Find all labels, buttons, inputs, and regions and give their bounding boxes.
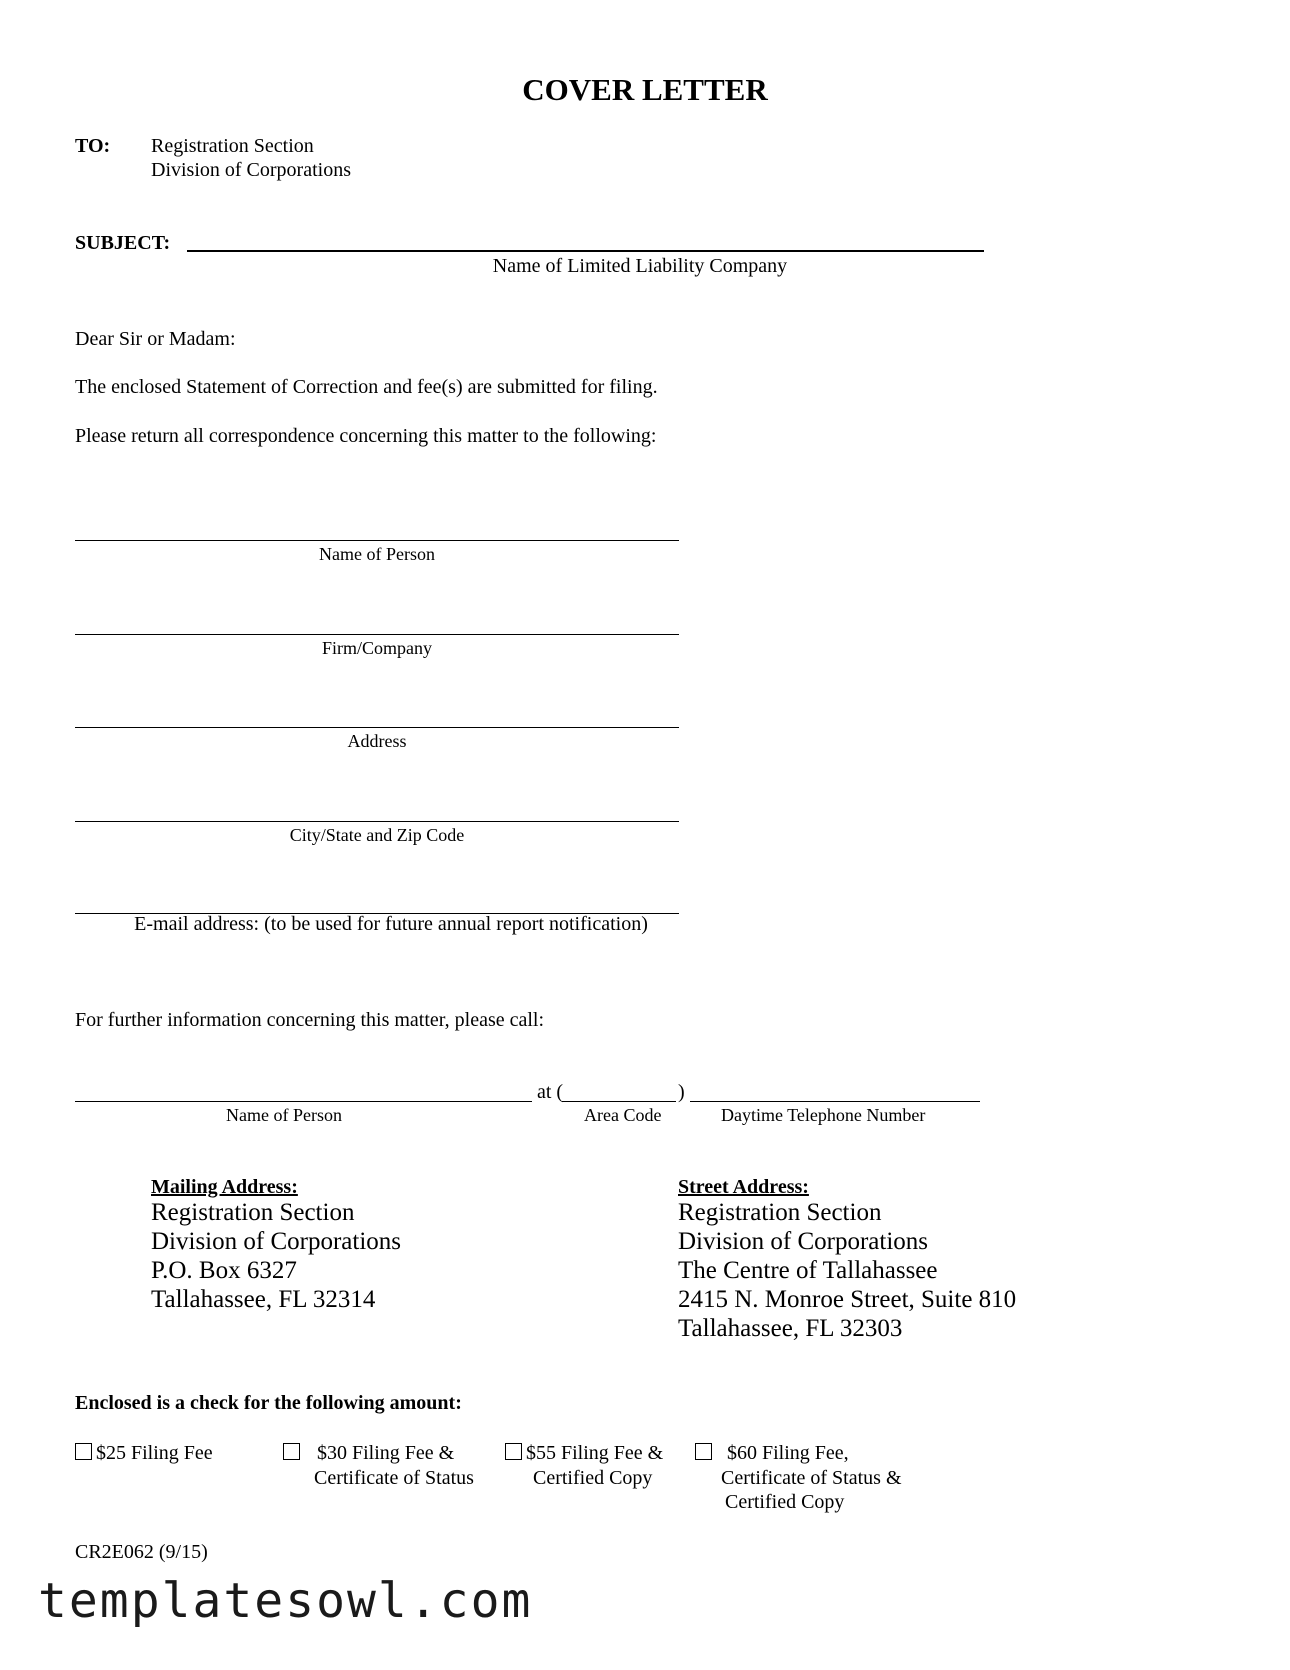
return-name-caption: Name of Person xyxy=(319,544,435,564)
return-firm-field[interactable] xyxy=(75,634,679,635)
fee-option-55[interactable] xyxy=(505,1441,663,1465)
contact-area-code-field[interactable] xyxy=(562,1101,676,1102)
street-line: Registration Section xyxy=(678,1199,882,1226)
mailing-line: P.O. Box 6327 xyxy=(151,1257,297,1284)
return-address-caption: Address xyxy=(347,731,407,751)
contact-name-field[interactable] xyxy=(75,1101,532,1102)
contact-at-label: at ( xyxy=(537,1081,564,1103)
checkbox-icon[interactable] xyxy=(75,1443,92,1460)
subject-caption: Name of Limited Liability Company xyxy=(492,255,788,277)
contact-phone-caption: Daytime Telephone Number xyxy=(721,1105,926,1125)
contact-close-paren: ) xyxy=(678,1081,685,1103)
fee-option-60-label-3: Certified Copy xyxy=(725,1491,845,1513)
mailing-line: Tallahassee, FL 32314 xyxy=(151,1286,376,1313)
fee-option-25[interactable] xyxy=(75,1441,213,1465)
to-line-1: Registration Section xyxy=(151,135,314,157)
contact-phone-field[interactable] xyxy=(690,1101,980,1102)
return-city-caption: City/State and Zip Code xyxy=(289,825,465,845)
return-firm-caption: Firm/Company xyxy=(321,638,432,658)
mailing-line: Division of Corporations xyxy=(151,1228,401,1255)
return-email-caption: E-mail address: (to be used for future annual report notification) xyxy=(134,913,648,935)
fee-option-30[interactable] xyxy=(283,1441,454,1465)
contact-intro: For further information concerning this matter, please call: xyxy=(75,1009,545,1031)
page-title: COVER LETTER xyxy=(522,72,768,107)
fee-option-25-label: $25 Filing Fee xyxy=(96,1442,213,1464)
return-name-field[interactable] xyxy=(75,540,679,541)
contact-name-caption: Name of Person xyxy=(226,1105,342,1125)
checkbox-icon[interactable] xyxy=(695,1443,712,1460)
subject-field[interactable] xyxy=(187,250,984,252)
contact-area-caption: Area Code xyxy=(584,1105,662,1125)
street-line: The Centre of Tallahassee xyxy=(678,1257,938,1284)
checkbox-icon[interactable] xyxy=(505,1443,522,1460)
street-line: 2415 N. Monroe Street, Suite 810 xyxy=(678,1286,1017,1313)
watermark: templatesowl.com xyxy=(38,1573,533,1629)
to-label: TO: xyxy=(75,135,111,157)
return-address-field[interactable] xyxy=(75,727,679,728)
body-paragraph-1: The enclosed Statement of Correction and fee(s) are submitted for filing. xyxy=(75,376,658,398)
fee-option-60[interactable] xyxy=(695,1441,849,1465)
street-heading: Street Address: xyxy=(678,1176,809,1198)
mailing-heading: Mailing Address: xyxy=(151,1176,298,1198)
fees-heading: Enclosed is a check for the following amount: xyxy=(75,1392,462,1414)
fee-option-60-label-1: $60 Filing Fee, xyxy=(727,1442,849,1464)
fee-option-60-label-2: Certificate of Status & xyxy=(721,1467,902,1489)
to-line-2: Division of Corporations xyxy=(151,159,351,181)
fee-option-30-label-1: $30 Filing Fee & xyxy=(317,1442,455,1464)
salutation: Dear Sir or Madam: xyxy=(75,328,236,350)
street-line: Tallahassee, FL 32303 xyxy=(678,1315,903,1342)
form-code: CR2E062 (9/15) xyxy=(75,1541,208,1563)
fee-option-55-label-1: $55 Filing Fee & xyxy=(526,1442,664,1464)
body-paragraph-2: Please return all correspondence concerning this matter to the following: xyxy=(75,425,657,447)
return-city-field[interactable] xyxy=(75,821,679,822)
checkbox-icon[interactable] xyxy=(283,1443,300,1460)
fee-option-30-label-2: Certificate of Status xyxy=(314,1467,474,1489)
fee-option-55-label-2: Certified Copy xyxy=(533,1467,653,1489)
mailing-line: Registration Section xyxy=(151,1199,355,1226)
street-line: Division of Corporations xyxy=(678,1228,928,1255)
subject-label: SUBJECT: xyxy=(75,232,171,254)
